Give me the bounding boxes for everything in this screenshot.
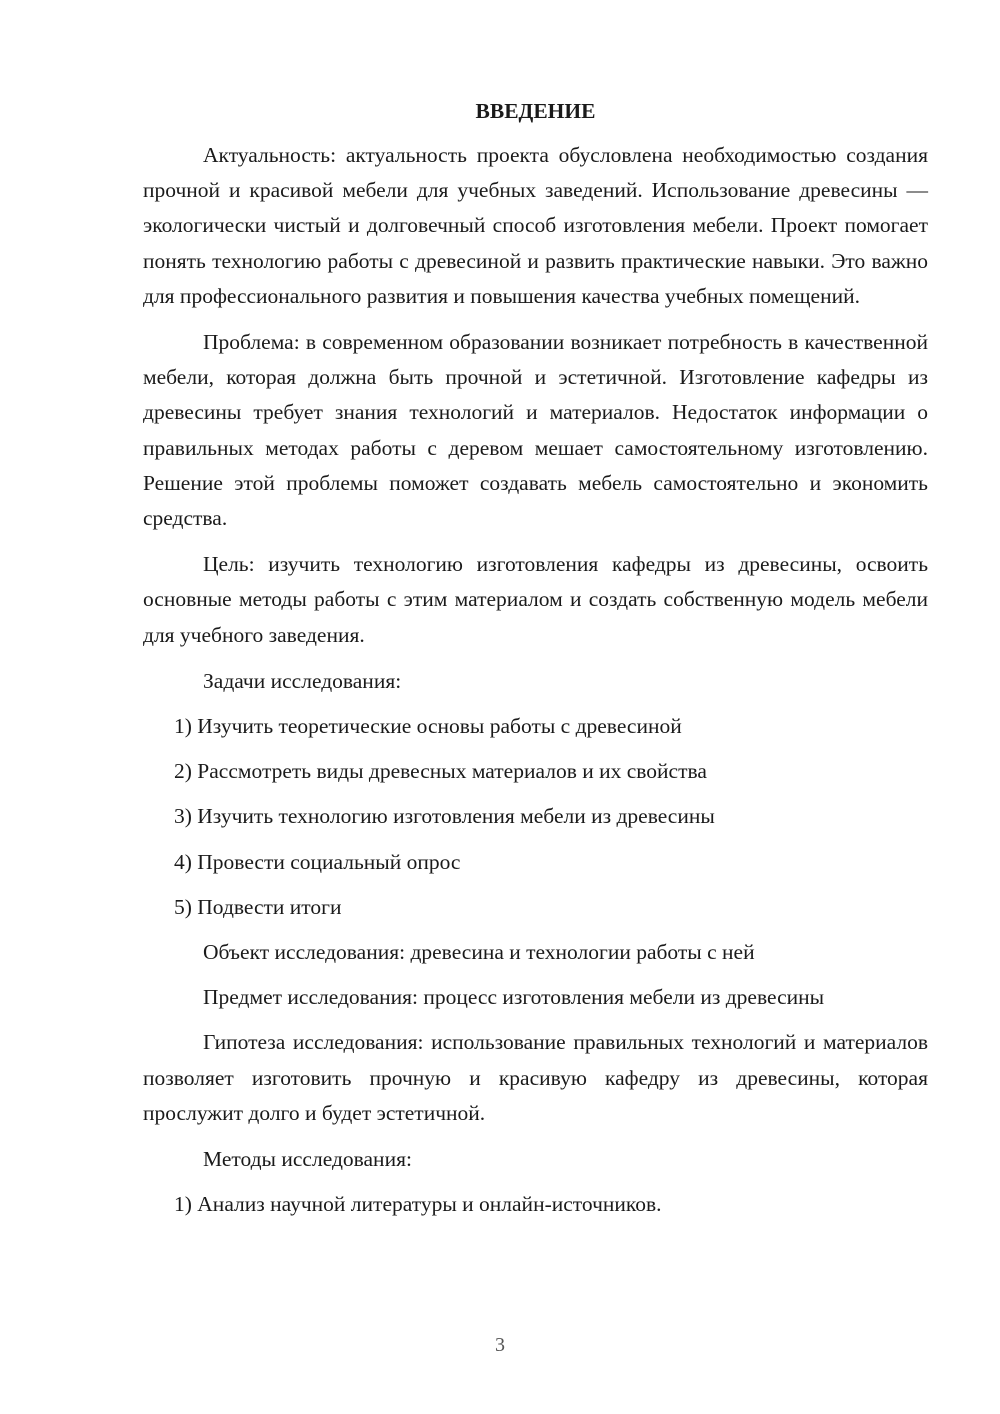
page-title: ВВЕДЕНИЕ (475, 99, 596, 123)
method-item: 1) Анализ научной литературы и онлайн-источников. (174, 1192, 662, 1217)
research-object: Объект исследования: древесина и технологии работы с ней (203, 940, 755, 965)
tasks-heading: Задачи исследования: (203, 668, 402, 693)
methods-heading: Методы исследования: (203, 1147, 412, 1172)
task-item: 5) Подвести итоги (174, 894, 342, 919)
task-item: 1) Изучить теоретические основы работы с древесиной (174, 714, 682, 739)
hypothesis-paragraph: Гипотеза исследования: использование правильных технологий и материалов позволяет изготовить прочную и красивую кафедру из древесины, которая прослужит долго и будет эстетичной. (143, 1030, 928, 1125)
task-item: 3) Изучить технологию изготовления мебели из древесины (174, 804, 715, 829)
problem-paragraph: Проблема: в современном образовании возникает потребность в качественной мебели, которая должна быть прочной и эстетичной. Изготовление кафедры из древесины требует знания технологий и материалов. Недостаток информации о правильных методах работы с деревом мешает самостоятельному изготовлению. Решение этой проблемы поможет создавать мебель самостоятельно и экономить средства. (143, 330, 928, 531)
page-number: 3 (495, 1334, 505, 1356)
goal-paragraph: Цель: изучить технологию изготовления кафедры из древесины, освоить основные методы работы с этим материалом и создать собственную модель мебели для учебного заведения. (143, 552, 928, 647)
task-item: 2) Рассмотреть виды древесных материалов и их свойства (174, 759, 707, 784)
page-content (143, 96, 928, 1232)
research-subject: Предмет исследования: процесс изготовления мебели из древесины (203, 985, 825, 1010)
relevance-paragraph: Актуальность: актуальность проекта обусловлена необходимостью создания прочной и красивой мебели для учебных заведений. Использование древесины — экологически чистый и долговечный способ изготовления мебели. Проект помогает понять технологию работы с древесиной и развить практические навыки. Это важно для профессионального развития и повышения качества учебных помещений. (143, 143, 928, 308)
task-item: 4) Провести социальный опрос (174, 849, 461, 874)
